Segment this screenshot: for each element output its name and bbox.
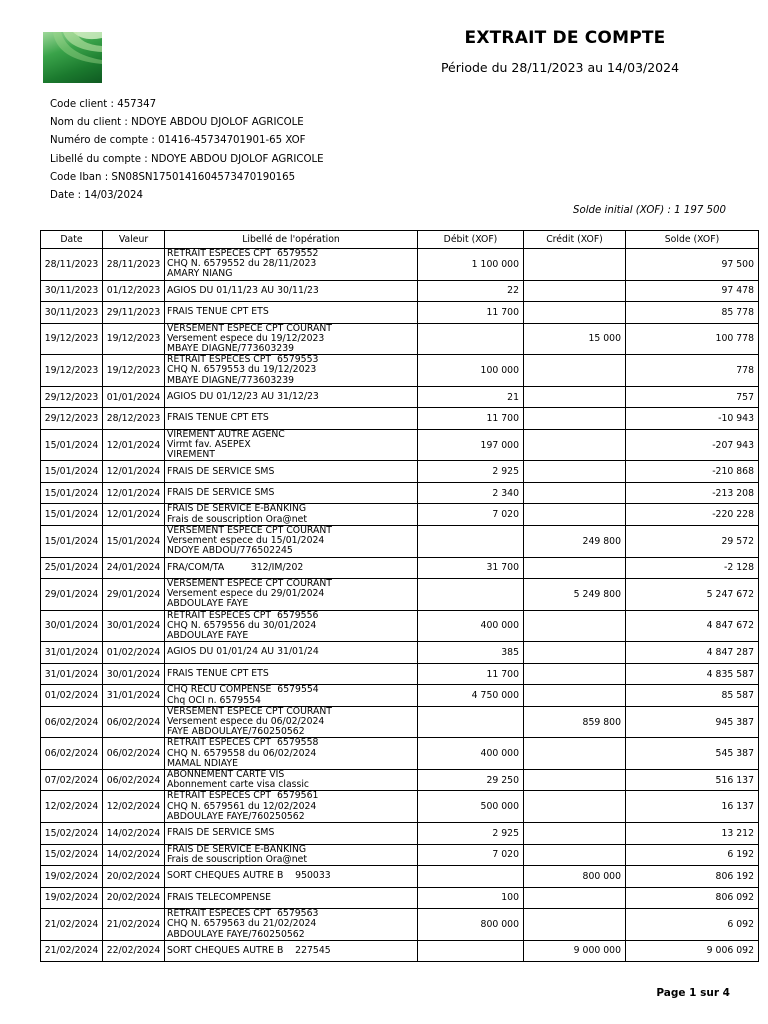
cell-libelle	[165, 249, 418, 281]
cell-debit	[418, 579, 524, 611]
cell-valeur: 12/02/2024	[103, 791, 165, 823]
cell-valeur: 14/02/2024	[103, 823, 165, 845]
libelle-line: VIREMENT	[167, 449, 215, 461]
cell-valeur: 31/01/2024	[103, 685, 165, 707]
cell-libelle	[165, 642, 418, 664]
cell-date: 29/12/2023	[41, 408, 103, 430]
cell-libelle	[165, 909, 418, 941]
table-row	[41, 249, 759, 281]
cell-valeur: 22/02/2024	[103, 940, 165, 962]
cell-debit: 100 000	[418, 355, 524, 387]
cell-valeur: 12/01/2024	[103, 429, 165, 461]
cell-credit	[524, 663, 626, 685]
cell-libelle	[165, 408, 418, 430]
cell-date: 29/12/2023	[41, 386, 103, 408]
cell-debit	[418, 706, 524, 738]
cell-valeur: 20/02/2024	[103, 866, 165, 888]
cell-solde: 945 387	[626, 706, 759, 738]
table-row	[41, 642, 759, 664]
libelle-line: Frais de souscription Ora@net	[167, 513, 307, 525]
cell-libelle	[165, 887, 418, 909]
cell-libelle	[165, 866, 418, 888]
cell-date: 01/02/2024	[41, 685, 103, 707]
cell-credit	[524, 685, 626, 707]
libelle-line: FAYE ABDOULAYE/760250562	[167, 726, 305, 738]
cell-debit: 2 340	[418, 482, 524, 504]
table-row	[41, 386, 759, 408]
cell-libelle	[165, 355, 418, 387]
cell-date: 06/02/2024	[41, 738, 103, 770]
table-row	[41, 482, 759, 504]
cell-valeur: 12/01/2024	[103, 504, 165, 526]
client-code: Code client : 457347	[50, 99, 157, 110]
libelle-line: RETRAIT ESPECES CPT 6579552	[167, 248, 319, 259]
cell-date: 31/01/2024	[41, 642, 103, 664]
cell-solde: -2 128	[626, 557, 759, 579]
cell-solde: -207 943	[626, 429, 759, 461]
cell-debit: 400 000	[418, 610, 524, 642]
cell-libelle	[165, 323, 418, 355]
cell-libelle	[165, 280, 418, 302]
statement-date: Date : 14/03/2024	[50, 190, 143, 202]
cell-debit	[418, 525, 524, 557]
cell-debit: 4 750 000	[418, 685, 524, 707]
libelle-line: FRAIS DE SERVICE E-BANKING	[167, 503, 307, 515]
cell-libelle	[165, 525, 418, 557]
cell-date: 28/11/2023	[41, 249, 103, 281]
cell-debit: 100	[418, 887, 524, 909]
cell-solde: -213 208	[626, 482, 759, 504]
libelle-line: CHQ N. 6579558 du 06/02/2024	[167, 747, 317, 759]
column-header-debit: Débit (XOF)	[418, 231, 524, 249]
table-row	[41, 429, 759, 461]
cell-valeur: 19/12/2023	[103, 323, 165, 355]
cell-valeur: 21/02/2024	[103, 909, 165, 941]
cell-date: 21/02/2024	[41, 909, 103, 941]
libelle-line: FRAIS TENUE CPT ETS	[167, 667, 269, 679]
cell-libelle	[165, 610, 418, 642]
cell-credit	[524, 909, 626, 941]
cell-credit	[524, 769, 626, 791]
libelle-line: Versement espece du 29/01/2024	[167, 588, 325, 600]
table-row	[41, 280, 759, 302]
cell-libelle	[165, 557, 418, 579]
cell-valeur: 14/02/2024	[103, 844, 165, 866]
cell-valeur: 06/02/2024	[103, 769, 165, 791]
cell-libelle	[165, 386, 418, 408]
cell-libelle	[165, 663, 418, 685]
table-row	[41, 610, 759, 642]
cell-valeur: 24/01/2024	[103, 557, 165, 579]
table-row	[41, 866, 759, 888]
cell-libelle	[165, 579, 418, 611]
cell-solde: 85 587	[626, 685, 759, 707]
cell-valeur: 15/01/2024	[103, 525, 165, 557]
cell-solde: 4 847 672	[626, 610, 759, 642]
cell-debit: 22	[418, 280, 524, 302]
cell-valeur: 01/12/2023	[103, 280, 165, 302]
cell-debit: 800 000	[418, 909, 524, 941]
transactions-body	[41, 249, 759, 962]
cell-libelle	[165, 844, 418, 866]
cell-credit	[524, 610, 626, 642]
libelle-line: Frais de souscription Ora@net	[167, 853, 307, 865]
account-label: Libellé du compte : NDOYE ABDOU DJOLOF AGRICOLE	[50, 153, 324, 165]
cell-libelle	[165, 482, 418, 504]
cell-credit	[524, 482, 626, 504]
cell-libelle	[165, 461, 418, 483]
cell-solde: 29 572	[626, 525, 759, 557]
cell-valeur: 29/11/2023	[103, 302, 165, 324]
libelle-line: Versement espece du 06/02/2024	[167, 715, 325, 727]
cell-solde: 6 092	[626, 909, 759, 941]
cell-debit: 11 700	[418, 408, 524, 430]
cell-solde: 16 137	[626, 791, 759, 823]
cell-date: 30/11/2023	[41, 302, 103, 324]
libelle-line: MBAYE DIAGNE/773603239	[167, 374, 295, 386]
cell-debit: 7 020	[418, 504, 524, 526]
libelle-line: FRAIS DE SERVICE SMS	[167, 465, 275, 477]
cell-credit: 249 800	[524, 525, 626, 557]
cell-date: 07/02/2024	[41, 769, 103, 791]
cell-solde: 13 212	[626, 823, 759, 845]
libelle-line: CHQ N. 6579556 du 30/01/2024	[167, 619, 317, 631]
table-row	[41, 525, 759, 557]
cell-credit	[524, 887, 626, 909]
cell-credit	[524, 461, 626, 483]
logo-light-rays-icon	[43, 32, 102, 83]
table-row	[41, 769, 759, 791]
libelle-line: AGIOS DU 01/01/24 AU 31/01/24	[167, 646, 319, 658]
libelle-line: FRAIS DE SERVICE SMS	[167, 487, 275, 499]
libelle-line: AGIOS DU 01/11/23 AU 30/11/23	[167, 284, 319, 296]
table-row	[41, 663, 759, 685]
libelle-line: RETRAIT ESPECES CPT 6579558	[167, 737, 319, 749]
table-row	[41, 323, 759, 355]
table-row	[41, 579, 759, 611]
cell-solde: -220 228	[626, 504, 759, 526]
cell-valeur: 06/02/2024	[103, 738, 165, 770]
cell-libelle	[165, 429, 418, 461]
cell-credit	[524, 738, 626, 770]
cell-solde: 4 835 587	[626, 663, 759, 685]
table-row	[41, 685, 759, 707]
libelle-line: VERSEMENT ESPECE CPT COURANT	[167, 525, 332, 536]
cell-debit: 400 000	[418, 738, 524, 770]
cell-date: 15/01/2024	[41, 429, 103, 461]
cell-credit: 15 000	[524, 323, 626, 355]
libelle-line: CHQ N. 6579553 du 19/12/2023	[167, 364, 317, 376]
column-header-solde: Solde (XOF)	[626, 231, 759, 249]
cell-solde: -10 943	[626, 408, 759, 430]
cell-debit: 7 020	[418, 844, 524, 866]
libelle-line: SORT CHEQUES AUTRE B 950033	[167, 870, 331, 882]
cell-solde: 85 778	[626, 302, 759, 324]
cell-solde: 778	[626, 355, 759, 387]
cell-date: 19/02/2024	[41, 866, 103, 888]
libelle-line: CHQ RECU COMPENSE 6579554	[167, 684, 319, 696]
libelle-line: FRAIS TENUE CPT ETS	[167, 306, 269, 318]
libelle-line: FRAIS DE SERVICE SMS	[167, 827, 275, 839]
cell-credit	[524, 429, 626, 461]
iban-code: Code Iban : SN08SN1750141604573470190165	[50, 171, 296, 183]
libelle-line: ABDOULAYE FAYE	[167, 630, 249, 642]
cell-valeur: 20/02/2024	[103, 887, 165, 909]
account-number: Numéro de compte : 01416-45734701901-65 XOF	[50, 135, 306, 147]
column-header-credit: Crédit (XOF)	[524, 231, 626, 249]
statement-period: Période du 28/11/2023 au 14/03/2024	[440, 60, 680, 75]
cell-solde: -210 868	[626, 461, 759, 483]
libelle-line: FRAIS TELECOMPENSE	[167, 891, 272, 903]
libelle-line: MAMAL NDIAYE	[167, 757, 238, 769]
cell-credit	[524, 249, 626, 281]
table-row	[41, 461, 759, 483]
cell-libelle	[165, 685, 418, 707]
cell-libelle	[165, 769, 418, 791]
cell-debit: 2 925	[418, 823, 524, 845]
libelle-line: FRAIS DE SERVICE E-BANKING	[167, 844, 307, 855]
cell-libelle	[165, 940, 418, 962]
cell-debit	[418, 323, 524, 355]
cell-valeur: 30/01/2024	[103, 610, 165, 642]
column-header-libelle: Libellé de l'opération	[165, 231, 418, 249]
libelle-line: SORT CHEQUES AUTRE B 227545	[167, 944, 331, 956]
table-row	[41, 302, 759, 324]
table-row	[41, 355, 759, 387]
cell-valeur: 29/01/2024	[103, 579, 165, 611]
cell-debit: 197 000	[418, 429, 524, 461]
client-name: Nom du client : NDOYE ABDOU DJOLOF AGRICOLE	[50, 117, 304, 129]
cell-libelle	[165, 706, 418, 738]
cell-solde: 806 092	[626, 887, 759, 909]
cell-valeur: 06/02/2024	[103, 706, 165, 738]
cell-debit: 31 700	[418, 557, 524, 579]
libelle-line: VIREMENT AUTRE AGENC	[167, 429, 285, 440]
cell-solde: 806 192	[626, 866, 759, 888]
table-row	[41, 940, 759, 962]
cell-debit: 21	[418, 386, 524, 408]
initial-balance: Solde initial (XOF) : 1 197 500	[573, 205, 726, 216]
cell-debit: 1 100 000	[418, 249, 524, 281]
cell-valeur: 28/11/2023	[103, 249, 165, 281]
libelle-line: Versement espece du 19/12/2023	[167, 332, 325, 344]
cell-debit: 29 250	[418, 769, 524, 791]
cell-valeur: 01/01/2024	[103, 386, 165, 408]
cell-date: 29/01/2024	[41, 579, 103, 611]
cell-credit: 859 800	[524, 706, 626, 738]
cell-date: 15/02/2024	[41, 823, 103, 845]
table-row	[41, 823, 759, 845]
cell-date: 15/02/2024	[41, 844, 103, 866]
cell-date: 15/01/2024	[41, 482, 103, 504]
cell-valeur: 28/12/2023	[103, 408, 165, 430]
cell-debit: 2 925	[418, 461, 524, 483]
libelle-line: FRAIS TENUE CPT ETS	[167, 412, 269, 424]
cell-debit: 500 000	[418, 791, 524, 823]
column-header-date: Date	[41, 231, 103, 249]
cell-credit: 800 000	[524, 866, 626, 888]
libelle-line: VERSEMENT ESPECE CPT COURANT	[167, 578, 332, 590]
cell-credit	[524, 280, 626, 302]
cell-date: 31/01/2024	[41, 663, 103, 685]
table-row	[41, 909, 759, 941]
libelle-line: Abonnement carte visa classic	[167, 779, 310, 791]
cell-credit	[524, 504, 626, 526]
cell-credit	[524, 642, 626, 664]
libelle-line: VERSEMENT ESPECE CPT COURANT	[167, 706, 332, 717]
bank-logo	[43, 32, 102, 83]
cell-credit	[524, 844, 626, 866]
cell-credit	[524, 355, 626, 387]
cell-libelle	[165, 504, 418, 526]
libelle-line: RETRAIT ESPECES CPT 6579553	[167, 354, 319, 366]
cell-date: 25/01/2024	[41, 557, 103, 579]
cell-valeur: 12/01/2024	[103, 482, 165, 504]
cell-solde: 516 137	[626, 769, 759, 791]
table-row	[41, 844, 759, 866]
table-row	[41, 887, 759, 909]
libelle-line: AMARY NIANG	[167, 268, 233, 280]
table-row	[41, 791, 759, 823]
cell-date: 19/12/2023	[41, 323, 103, 355]
cell-debit: 11 700	[418, 302, 524, 324]
cell-solde: 97 478	[626, 280, 759, 302]
table-row	[41, 408, 759, 430]
libelle-line: NDOYE ABDOU/776502245	[167, 545, 293, 557]
transactions-table	[40, 230, 759, 962]
cell-credit	[524, 408, 626, 430]
cell-credit	[524, 791, 626, 823]
cell-debit: 11 700	[418, 663, 524, 685]
client-info	[50, 96, 324, 205]
cell-date: 30/11/2023	[41, 280, 103, 302]
cell-solde: 100 778	[626, 323, 759, 355]
libelle-line: RETRAIT ESPECES CPT 6579561	[167, 790, 319, 802]
cell-date: 19/02/2024	[41, 887, 103, 909]
cell-date: 06/02/2024	[41, 706, 103, 738]
libelle-line: ABDOULAYE FAYE/760250562	[167, 810, 305, 822]
cell-credit	[524, 823, 626, 845]
table-row	[41, 738, 759, 770]
libelle-line: Chq OCI n. 6579554	[167, 694, 261, 706]
cell-date: 12/02/2024	[41, 791, 103, 823]
cell-solde: 97 500	[626, 249, 759, 281]
cell-debit	[418, 940, 524, 962]
libelle-line: ABDOULAYE FAYE/760250562	[167, 928, 305, 940]
cell-solde: 4 847 287	[626, 642, 759, 664]
libelle-line: RETRAIT ESPECES CPT 6579563	[167, 908, 319, 920]
cell-credit	[524, 302, 626, 324]
cell-date: 15/01/2024	[41, 461, 103, 483]
table-row	[41, 706, 759, 738]
cell-credit: 9 000 000	[524, 940, 626, 962]
cell-valeur: 01/02/2024	[103, 642, 165, 664]
cell-credit	[524, 386, 626, 408]
cell-date: 15/01/2024	[41, 504, 103, 526]
cell-libelle	[165, 302, 418, 324]
cell-valeur: 30/01/2024	[103, 663, 165, 685]
libelle-line: RETRAIT ESPECES CPT 6579556	[167, 610, 319, 621]
cell-date: 19/12/2023	[41, 355, 103, 387]
cell-date: 30/01/2024	[41, 610, 103, 642]
cell-valeur: 19/12/2023	[103, 355, 165, 387]
table-header-row	[41, 231, 759, 249]
libelle-line: ABONNEMENT CARTE VIS	[167, 769, 285, 781]
cell-valeur: 12/01/2024	[103, 461, 165, 483]
libelle-line: FRA/COM/TA 312/IM/202	[167, 561, 304, 573]
cell-libelle	[165, 823, 418, 845]
libelle-line: CHQ N. 6579552 du 28/11/2023	[167, 258, 317, 270]
cell-solde: 9 006 092	[626, 940, 759, 962]
libelle-line: Virmt fav. ASEPEX	[167, 439, 251, 451]
libelle-line: ABDOULAYE FAYE	[167, 598, 249, 610]
cell-libelle	[165, 791, 418, 823]
cell-solde: 757	[626, 386, 759, 408]
page-indicator: Page 1 sur 4	[656, 987, 730, 999]
libelle-line: VERSEMENT ESPECE CPT COURANT	[167, 323, 332, 334]
cell-debit: 385	[418, 642, 524, 664]
cell-solde: 545 387	[626, 738, 759, 770]
cell-libelle	[165, 738, 418, 770]
cell-date: 15/01/2024	[41, 525, 103, 557]
column-header-valeur: Valeur	[103, 231, 165, 249]
libelle-line: CHQ N. 6579561 du 12/02/2024	[167, 800, 317, 812]
cell-debit	[418, 866, 524, 888]
cell-solde: 5 247 672	[626, 579, 759, 611]
table-row	[41, 504, 759, 526]
libelle-line: AGIOS DU 01/12/23 AU 31/12/23	[167, 390, 319, 402]
cell-credit: 5 249 800	[524, 579, 626, 611]
cell-date: 21/02/2024	[41, 940, 103, 962]
libelle-line: CHQ N. 6579563 du 21/02/2024	[167, 918, 317, 930]
table-row	[41, 557, 759, 579]
libelle-line: Versement espece du 15/01/2024	[167, 535, 325, 547]
cell-credit	[524, 557, 626, 579]
libelle-line: MBAYE DIAGNE/773603239	[167, 343, 295, 355]
cell-solde: 6 192	[626, 844, 759, 866]
document-title: EXTRAIT DE COMPTE	[464, 28, 666, 48]
